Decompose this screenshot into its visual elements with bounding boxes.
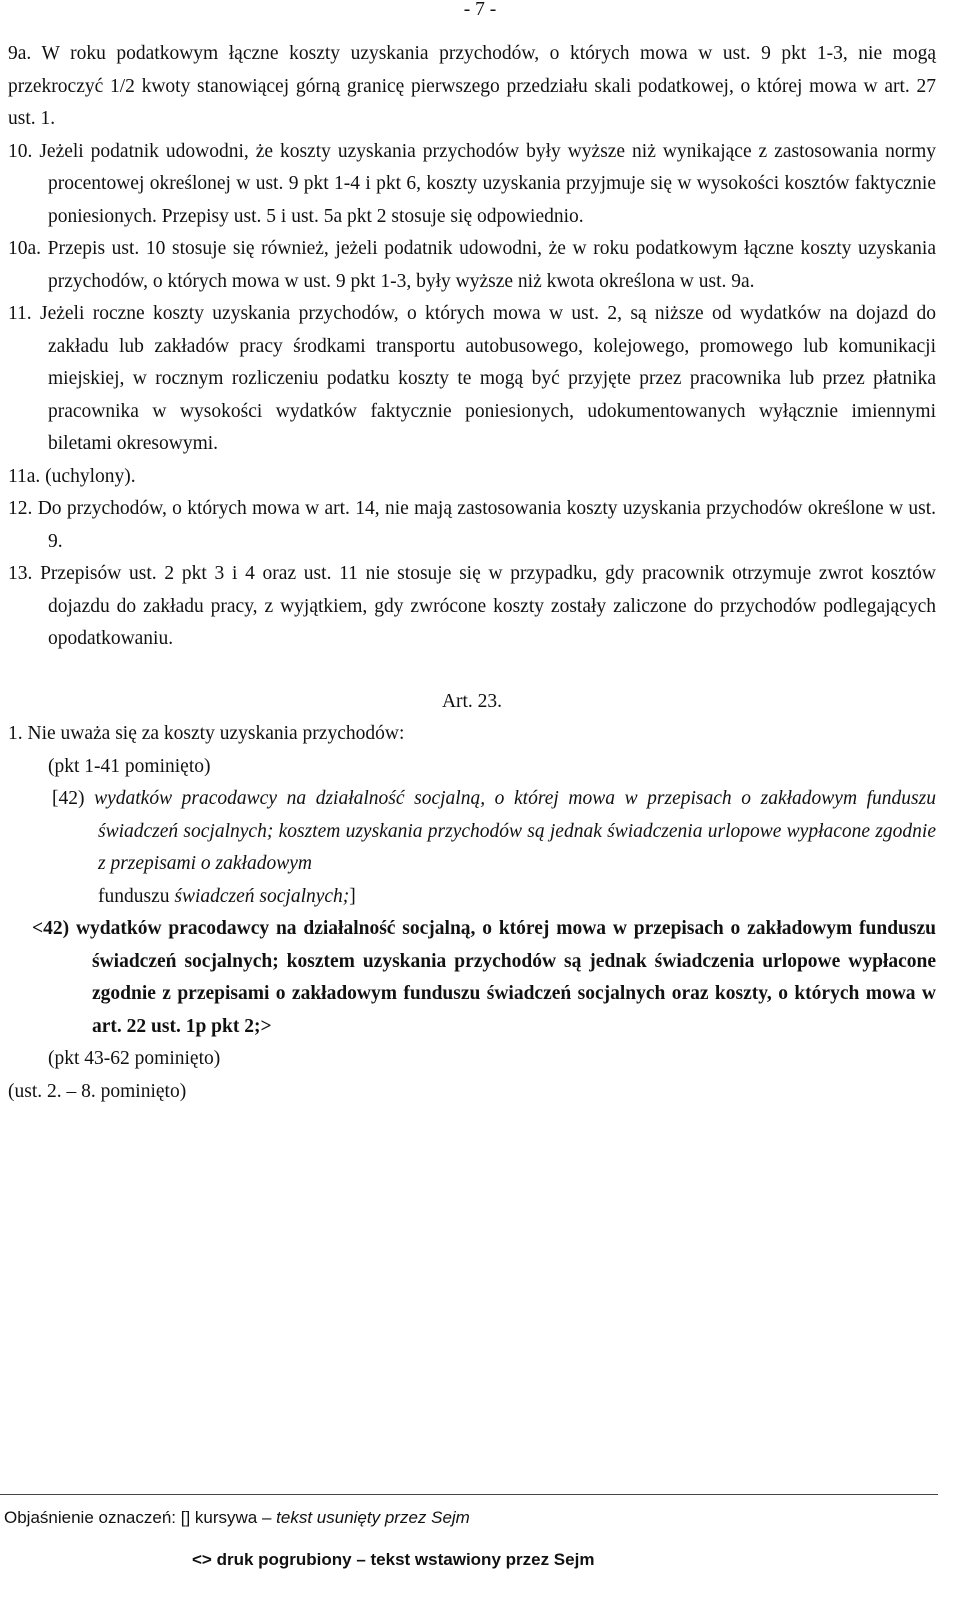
deleted-item-tail-italic: świadczeń socjalnych; bbox=[174, 885, 350, 907]
article-intro: 1. Nie uważa się za koszty uzyskania przychodów: bbox=[8, 723, 405, 744]
legend-label: Objaśnienie oznaczeń: bbox=[4, 1508, 177, 1527]
paragraph-9a: 9a. W roku podatkowym łączne koszty uzyskania przychodów, o których mowa w ust. 9 pkt 1-3, nie mogą przekroczyć 1/2 kwoty stanowiącej górną granicę pierwszego przedziału skali podatkowej, o której mowa w art. 27 ust. 1. bbox=[8, 43, 936, 129]
article-heading: Art. 23. bbox=[441, 690, 503, 712]
deleted-item-tail: funduszu bbox=[98, 885, 175, 907]
deleted-item-prefix: [42) bbox=[52, 788, 95, 809]
paragraph-12: 12. Do przychodów, o których mowa w art. 14, nie mają zastosowania koszty uzyskania przychodów określone w ust. 9. bbox=[8, 498, 936, 552]
paragraph-10a: 10a. Przepis ust. 10 stosuje się również, jeżeli podatnik udowodni, że w roku podatkowym łączne koszty uzyskania przychodów, o których mowa w ust. 9 pkt 1-3, były wyższe niż kwota określona w ust. 9a. bbox=[8, 238, 936, 292]
document-body bbox=[8, 38, 936, 1108]
legend-line-1 bbox=[4, 1504, 934, 1532]
omitted-points-1-41: (pkt 1-41 pominięto) bbox=[48, 755, 211, 777]
omitted-points-43-62: (pkt 43-62 pominięto) bbox=[48, 1048, 221, 1069]
legend-deleted-marker: [] kursywa – bbox=[176, 1508, 277, 1527]
footer-divider bbox=[0, 1494, 938, 1495]
legend-deleted-desc: tekst usunięty przez Sejm bbox=[276, 1508, 470, 1527]
deleted-item-close: ] bbox=[349, 885, 356, 907]
paragraph-11: 11. Jeżeli roczne koszty uzyskania przychodów, o których mowa w ust. 2, są niższe od wydatków na dojazd do zakładu lub zakładów pracy środkami transportu autobusowego, kolejowego, promowego lub komunikacji miejskiej, w rocznym rozliczeniu podatku koszty te mogą być przyjęte przez pracownika lub przez płatnika pracownika w wysokości wydatków faktycznie poniesionych, udokumentowanych wyłącznie imiennymi biletami okresowymi. bbox=[8, 303, 936, 454]
legend-line-2: <> druk pogrubiony – tekst wstawiony przez Sejm bbox=[192, 1550, 595, 1569]
deleted-item-42 bbox=[16, 783, 936, 913]
footer-legend bbox=[4, 1504, 934, 1574]
paragraph-10: 10. Jeżeli podatnik udowodni, że koszty uzyskania przychodów były wyższe niż wynikające z zastosowania normy procentowej określonej w ust. 9 pkt 1-4 i pkt 6, koszty uzyskania przyjmuje się w wysokości kosztów faktycznie poniesionych. Przepisy ust. 5 i ust. 5a pkt 2 stosuje się odpowiednio. bbox=[8, 140, 936, 227]
deleted-item-text: wydatków pracodawcy na działalność socjalną, o której mowa w przepisach o zakładowym funduszu świadczeń socjalnych; kosztem uzyskania przychodów są jednak świadczenia urlopowe wypłacone zgodnie z przepisami o zakładowym bbox=[94, 788, 936, 874]
paragraph-11a: 11a. (uchylony). bbox=[8, 465, 136, 487]
page-number: - 7 - bbox=[463, 0, 497, 20]
omitted-sections-2-8: (ust. 2. – 8. pominięto) bbox=[8, 1080, 187, 1102]
inserted-item-42: <42) wydatków pracodawcy na działalność socjalną, o której mowa w przepisach o zakładowym funduszu świadczeń socjalnych; kosztem uzyskania przychodów są jednak świadczenia urlopowe wypłacone zgodnie z przepisami o zakładowym funduszu świadczeń socjalnych oraz koszty, o których mowa w art. 22 ust. 1p pkt 2;> bbox=[32, 918, 936, 1037]
paragraph-13: 13. Przepisów ust. 2 pkt 3 i 4 oraz ust. 11 nie stosuje się w przypadku, gdy pracownik otrzymuje zwrot kosztów dojazdu do zakładu pracy, z wyjątkiem, gdy zwrócone koszty zostały zaliczone do przychodów podlegających opodatkowaniu. bbox=[8, 563, 936, 649]
